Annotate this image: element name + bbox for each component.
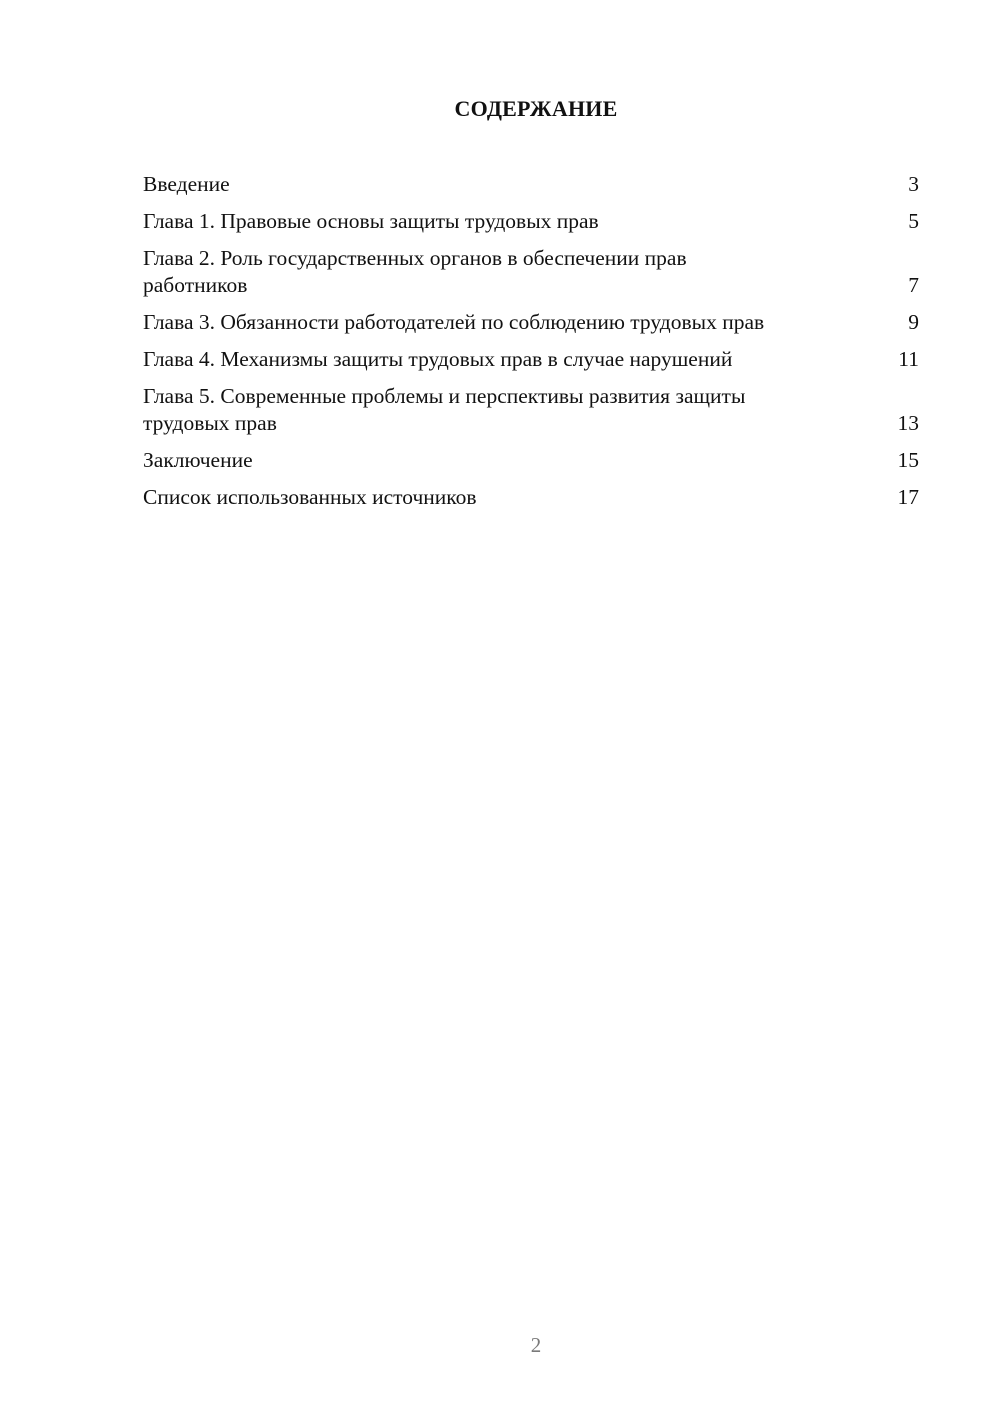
toc-entry-chapter-1[interactable] [143, 208, 919, 235]
toc-entry-page: 17 [897, 485, 919, 509]
toc-entry-label: Заключение [143, 448, 253, 472]
toc-entry-label: Глава 1. Правовые основы защиты трудовых прав [143, 209, 599, 233]
toc-entry-page: 5 [908, 209, 919, 233]
table-of-contents [143, 171, 919, 521]
page-title: СОДЕРЖАНИЕ [454, 96, 618, 121]
toc-entry-chapter-2[interactable] [143, 245, 919, 299]
toc-entry-references[interactable] [143, 484, 919, 511]
toc-entry-label: Глава 3. Обязанности работодателей по соблюдению трудовых прав [143, 310, 765, 334]
toc-entry-label: Список использованных источников [143, 485, 477, 509]
toc-entry-label: Глава 5. Современные проблемы и перспективы развития защиты трудовых прав [143, 384, 746, 435]
toc-entry-page: 7 [908, 273, 919, 297]
toc-entry-label: Глава 2. Роль государственных органов в обеспечении прав работников [143, 246, 687, 297]
toc-entry-introduction[interactable] [143, 171, 919, 198]
page-number: 2 [530, 1333, 542, 1357]
toc-entry-label: Глава 4. Механизмы защиты трудовых прав в случае нарушений [143, 347, 733, 371]
toc-entry-chapter-3[interactable] [143, 309, 919, 336]
toc-entry-chapter-5[interactable] [143, 383, 919, 437]
toc-entry-conclusion[interactable] [143, 447, 919, 474]
toc-entry-page: 3 [908, 172, 919, 196]
toc-entry-label: Введение [143, 172, 230, 196]
toc-entry-chapter-4[interactable] [143, 346, 919, 373]
toc-entry-page: 11 [898, 347, 919, 371]
toc-entry-page: 13 [897, 411, 919, 435]
toc-entry-page: 15 [897, 448, 919, 472]
toc-entry-page: 9 [908, 310, 919, 334]
